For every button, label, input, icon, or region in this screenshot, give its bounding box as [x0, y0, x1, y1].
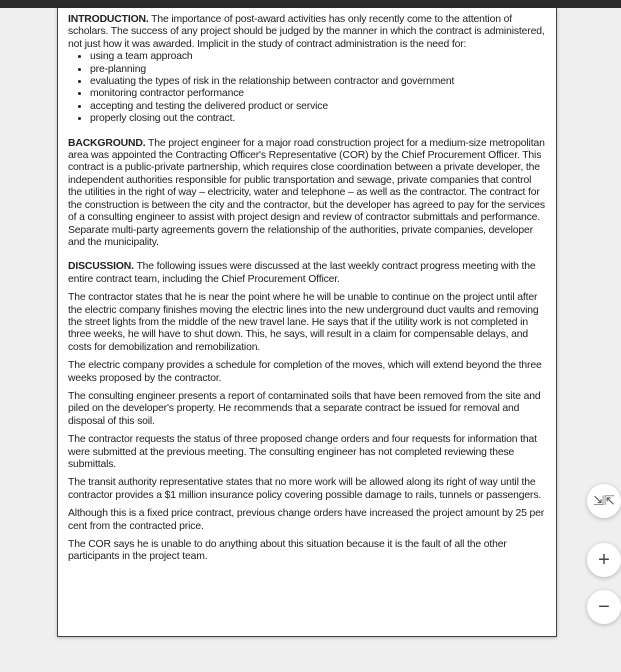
introduction-paragraph	[68, 14, 546, 51]
discussion-section	[68, 261, 546, 564]
discussion-item-transit-insurance: The transit authority representative states that no more work will be allowed along its right of way until the contractor provides a $1 million insurance policy covering possible damage to rails, tunnels or passengers.	[68, 477, 542, 501]
zoom-out-button[interactable]	[587, 590, 621, 624]
list-item: • monitoring contractor performance	[90, 88, 546, 100]
introduction-text: The importance of post-award activities has only recently come to the attention of scholars. The success of any project should be judged by the manner in which the contract is administered, not just how it was awarded. Implicit in the study of contract administration is the need for:	[68, 14, 545, 50]
discussion-item-contaminated-soils: The consulting engineer presents a report of contaminated soils that have been removed from the site and piled on the developer's property. He recommends that a separate contract be issued for removal and disposal of this soil.	[68, 390, 541, 427]
introduction-heading: INTRODUCTION.	[68, 14, 149, 25]
zoom-in-button[interactable]	[587, 543, 621, 577]
background-section	[68, 138, 546, 250]
document-page	[57, 8, 557, 637]
discussion-heading: DISCUSSION.	[68, 261, 134, 273]
background-heading: BACKGROUND.	[68, 137, 146, 149]
discussion-item-contractor-delay: The contractor states that he is near the point where he will be unable to continue on the project until after the electric company finishes moving the electric lines into the new underground duct vaults and removing the street lights from the middle of the new travel lane. He says that if the utility work is not completed in three weeks, he will have to shut down. This, he says, will result in a claim for compensable delays, and costs for demobilization and remobilization.	[68, 292, 539, 353]
fit-to-page-button[interactable]	[587, 484, 621, 518]
discussion-item-cor-statement: The COR says he is unable to do anything about this situation because it is the fault of all the other participants in the project team.	[68, 539, 507, 563]
list-item: • evaluating the types of risk in the relationship between contractor and government	[90, 76, 546, 88]
plus-icon: +	[598, 548, 610, 571]
discussion-item-price-increase: Although this is a fixed price contract, previous change orders have increased the project amount by 25 per cent from the contracted price.	[68, 508, 545, 532]
list-item: • accepting and testing the delivered product or service	[90, 101, 546, 113]
list-item: • properly closing out the contract.	[90, 113, 546, 125]
document-content	[68, 14, 546, 570]
discussion-paragraph	[68, 261, 546, 286]
introduction-section	[68, 14, 546, 126]
fit-to-page-icon: ⇲⇱	[593, 493, 615, 508]
discussion-item-change-orders: The contractor requests the status of three proposed change orders and four requests for information that were submitted at the previous meeting. The consulting engineer has not completed reviewing these submittals.	[68, 434, 537, 470]
minus-icon: −	[598, 595, 610, 618]
discussion-text: The following issues were discussed at the last weekly contract progress meeting with the entire contract team, including the Chief Procurement Officer.	[68, 261, 536, 285]
background-paragraph	[68, 138, 546, 250]
list-item: • using a team approach	[90, 51, 546, 63]
list-item: • pre-planning	[90, 64, 546, 76]
discussion-item-electric-schedule: The electric company provides a schedule for completion of the moves, which will extend beyond the three weeks proposed by the contractor.	[68, 360, 542, 384]
introduction-bullet-list	[68, 51, 546, 125]
background-text: The project engineer for a major road construction project for a medium-size metropolitan area was appointed the Contracting Officer's Representative (COR) by the Chief Procurement Officer. This contract is a public-private partnership, which requires close coordination between a private developer, the independent authorities responsible for public transportation and sewage, private companies that control the utilities in the right of way – electricity, water and telephone – as well as the contractor. The contract for the construction is between the city and the contractor, but the developer has agreed to pay for the services of a consulting engineer to assist with project design and review of contractor submittals and performance. Separate multi-party agreements govern the relationship of the authorities, private companies, developer and the municipality.	[68, 137, 545, 248]
top-bar	[0, 0, 621, 8]
